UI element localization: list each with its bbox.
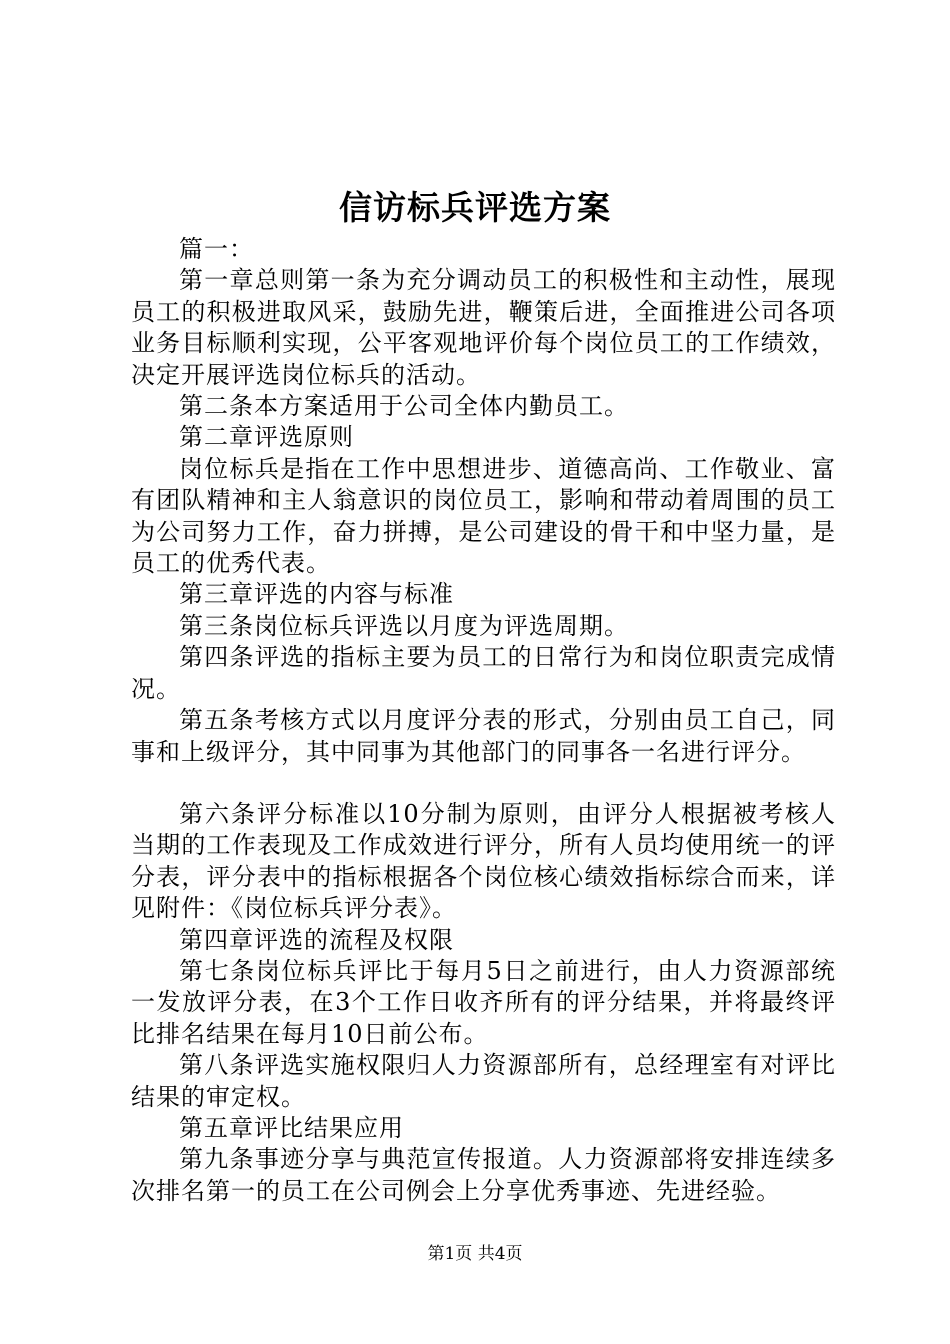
paragraph-article-6: 第六条评分标准以10分制为原则，由评分人根据被考核人当期的工作表现及工作成效进行评分，所有人员均使用统一的评分表，评分表中的指标根据各个岗位核心绩效指标综合而来，详见附件：《岗位标兵评分表》。 — [131, 799, 836, 923]
page-number-footer: 第1页 共4页 — [427, 1244, 523, 1264]
paragraph-gap — [131, 768, 836, 799]
heading-chapter-3: 第三章评选的内容与标准 — [179, 580, 454, 609]
heading-chapter-2: 第二章评选原则 — [179, 423, 354, 452]
paragraph-article-9: 第九条事迹分享与典范宣传报道。人力资源部将安排连续多次排名第一的员工在公司例会上分享优秀事迹、先进经验。 — [131, 1145, 836, 1205]
paragraph-chapter-2-body: 岗位标兵是指在工作中思想进步、道德高尚、工作敬业、富有团队精神和主人翁意识的岗位员工，影响和带动着周围的员工为公司努力工作，奋力拼搏，是公司建设的骨干和中坚力量，是员工的优秀代表。 — [131, 454, 836, 578]
paragraph-article-4: 第四条评选的指标主要为员工的日常行为和岗位职责完成情况。 — [131, 643, 836, 703]
document-title: 信访标兵评选方案 — [339, 188, 611, 227]
paragraph-article-2: 第二条本方案适用于公司全体内勤员工。 — [179, 392, 629, 421]
heading-chapter-5: 第五章评比结果应用 — [179, 1113, 404, 1142]
paragraph-article-3: 第三条岗位标兵评选以月度为评选周期。 — [179, 611, 629, 640]
paragraph-article-7: 第七条岗位标兵评比于每月5日之前进行，由人力资源部统一发放评分表，在3个工作日收齐所有的评分结果，并将最终评比排名结果在每月10日前公布。 — [131, 956, 836, 1048]
heading-chapter-4: 第四章评选的流程及权限 — [179, 925, 454, 954]
paragraph-article-8: 第八条评选实施权限归人力资源部所有，总经理室有对评比结果的审定权。 — [131, 1051, 836, 1111]
paragraph-article-1: 第一章总则第一条为充分调动员工的积极性和主动性，展现员工的积极进取风采，鼓励先进，鞭策后进，全面推进公司各项业务目标顺利实现，公平客观地评价每个岗位员工的工作绩效，决定开展评选岗位标兵的活动。 — [131, 266, 836, 389]
document-body — [131, 234, 836, 1207]
paragraph-article-5: 第五条考核方式以月度评分表的形式，分别由员工自己，同事和上级评分，其中同事为其他部门的同事各一名进行评分。 — [131, 706, 836, 766]
paragraph-part-label: 篇一： — [179, 235, 254, 263]
